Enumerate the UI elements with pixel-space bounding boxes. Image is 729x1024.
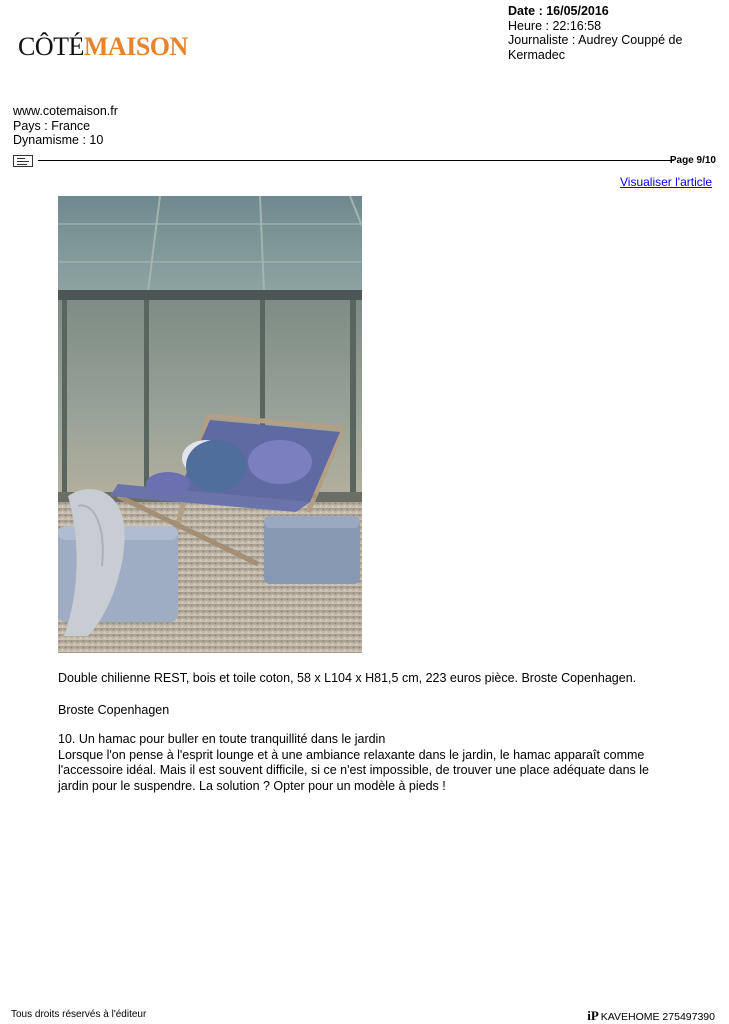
source-site: www.cotemaison.fr: [13, 104, 118, 118]
publication-logo: [18, 31, 188, 62]
article-body: [58, 732, 678, 794]
article-meta: [508, 4, 718, 62]
item-paragraph: Lorsque l'on pense à l'esprit lounge et à une ambiance relaxante dans le jardin, le hamac apparaît comme l'accessoire idéal. Mais il est souvent difficile, si ce n'est impossible, de trouver une place adéquate dans le jardin pour le suspendre. La solution ? Opter pour un modèle à pieds !: [58, 747, 649, 793]
header-rule-row: [13, 154, 716, 168]
footer-reference: [587, 1008, 715, 1024]
article-time: Heure : 22:16:58: [508, 18, 602, 33]
photo-caption: Double chilienne REST, bois et toile coton, 58 x L104 x H81,5 cm, 223 euros pièce. Broste Copenhagen.: [58, 671, 637, 685]
source-meta: [13, 104, 118, 148]
page-number: Page 9/10: [669, 155, 716, 166]
article-journalist: Journaliste : Audrey Couppé de Kermadec: [508, 33, 683, 62]
source-dynamism: Dynamisme : 10: [13, 133, 104, 147]
photo-credit: Broste Copenhagen: [58, 703, 170, 717]
article-date: Date : 16/05/2016: [508, 4, 609, 18]
logo-part-1: CÔTÉ: [18, 32, 84, 61]
footer-rights: Tous droits réservés à l'éditeur: [11, 1009, 147, 1020]
source-country: Pays : France: [13, 118, 91, 133]
kantar-logo: iP: [587, 1008, 599, 1023]
reference-code: KAVEHOME 275497390: [600, 1011, 715, 1023]
article-photo: [58, 196, 362, 653]
item-title: 10. Un hamac pour buller en toute tranquillité dans le jardin: [58, 732, 386, 746]
header-divider: [38, 160, 674, 161]
view-article-link[interactable]: Visualiser l'article: [620, 175, 713, 189]
logo-part-2: MAISON: [83, 32, 188, 61]
document-icon: [13, 155, 33, 167]
